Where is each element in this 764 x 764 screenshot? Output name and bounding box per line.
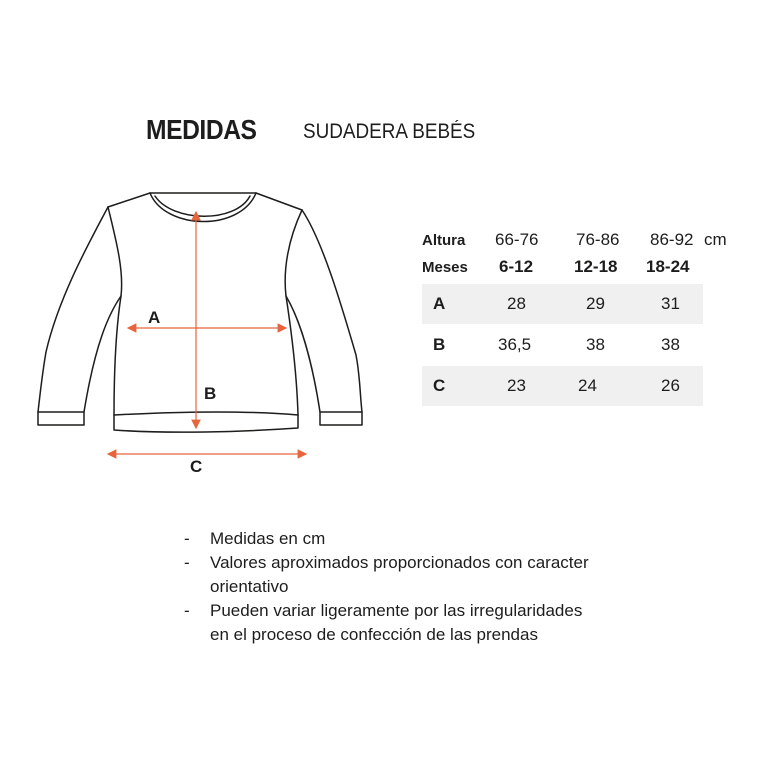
note-item	[184, 551, 589, 599]
measure-a-label: A	[148, 308, 161, 327]
altura-value: 76-86	[576, 230, 620, 249]
altura-row	[422, 230, 732, 254]
table-cell: 38	[586, 335, 605, 354]
table-cell: 23	[507, 376, 526, 395]
row-label: A	[433, 294, 446, 313]
meses-label: Meses	[422, 259, 468, 276]
table-cell: 31	[661, 294, 680, 313]
note-dash: -	[184, 529, 190, 548]
altura-label: Altura	[422, 232, 466, 249]
table-cell: 28	[507, 294, 526, 313]
sweatshirt-outline	[38, 193, 362, 432]
measure-c-label: C	[190, 457, 203, 476]
meses-row	[422, 257, 722, 281]
altura-value: 66-76	[495, 230, 539, 249]
altura-value: 86-92	[650, 230, 694, 249]
note-item	[184, 527, 589, 551]
note-line: Pueden variar ligeramente por las irregularidades	[210, 601, 583, 620]
note-line: orientativo	[210, 577, 289, 596]
table-cell: 36,5	[498, 335, 532, 354]
note-line: en el proceso de confección de las prendas	[210, 625, 538, 644]
page-subtitle: SUDADERA BEBÉS	[303, 120, 476, 143]
table-row	[422, 284, 703, 324]
notes-list	[184, 527, 589, 647]
note-item	[184, 599, 589, 647]
table-cell: 24	[578, 376, 597, 395]
row-label: B	[433, 335, 446, 354]
note-line: Valores aproximados proporcionados con caracter	[210, 553, 589, 572]
table-row	[422, 324, 703, 366]
altura-unit: cm	[704, 230, 727, 249]
note-dash: -	[184, 601, 190, 620]
row-label: C	[433, 376, 446, 395]
measure-b-label: B	[204, 384, 217, 403]
table-cell: 29	[586, 294, 605, 313]
meses-value: 6-12	[499, 257, 534, 276]
note-dash: -	[184, 553, 190, 572]
meses-value: 12-18	[574, 257, 618, 276]
meses-value: 18-24	[646, 257, 690, 276]
note-line: Medidas en cm	[210, 529, 326, 548]
table-row	[422, 366, 703, 406]
table-cell: 38	[661, 335, 680, 354]
page-title: MEDIDAS	[146, 114, 257, 145]
table-cell: 26	[661, 376, 680, 395]
